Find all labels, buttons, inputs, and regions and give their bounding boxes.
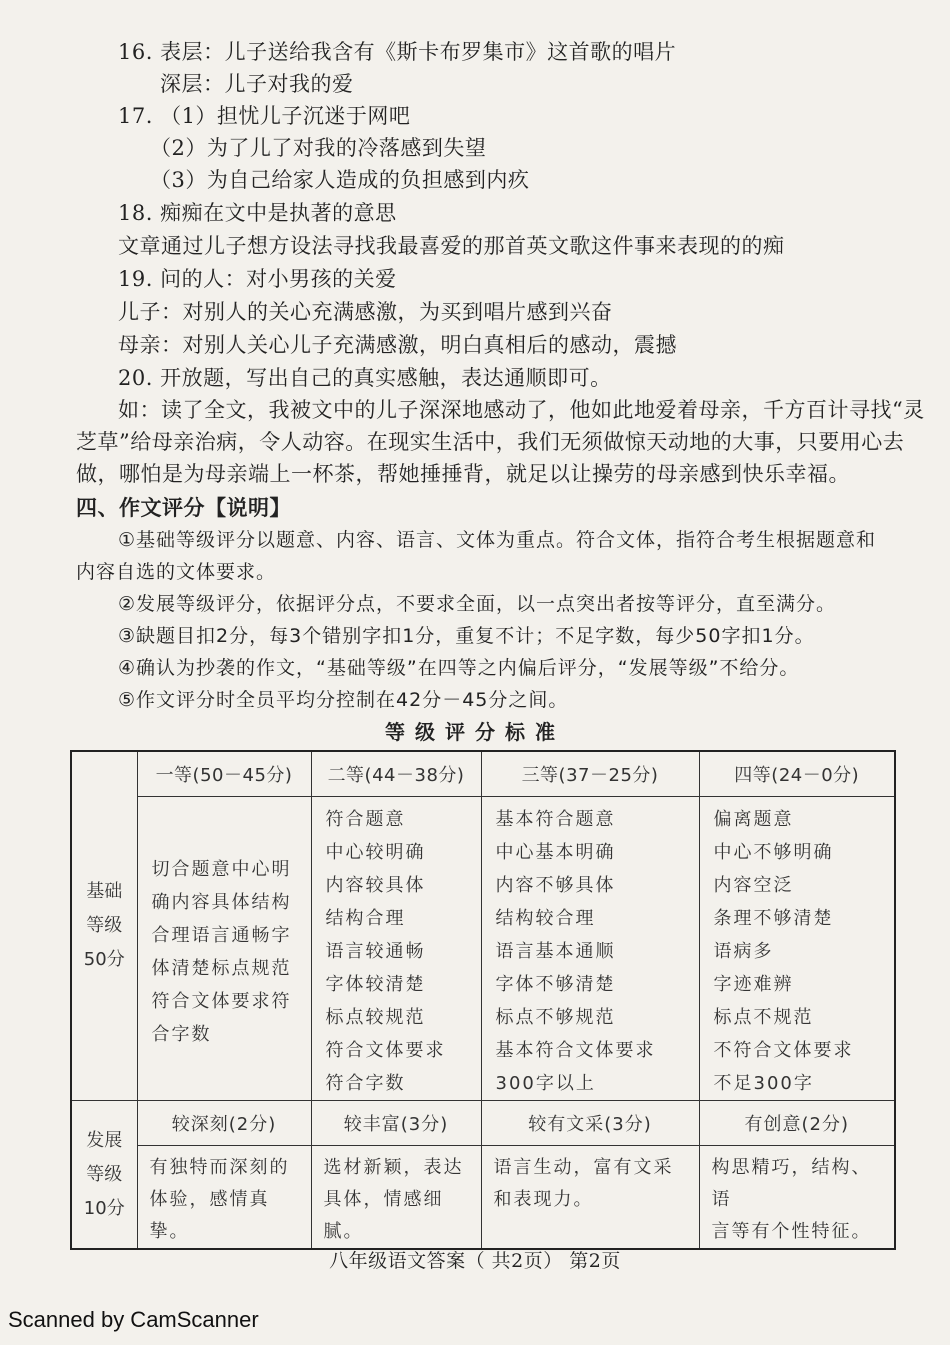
criteria-line: 偏离题意 (713, 809, 794, 830)
dev-desc-line: 语言生动，富有文采 (493, 1157, 674, 1178)
rule-1: ①基础等级评分以题意、内容、语言、文体为重点。符合文体，指符合考生根据题意和 (118, 529, 877, 551)
criteria-line: 语言基本通顺 (495, 941, 616, 962)
answer-line: 文章通过儿子想方设法寻找我最喜爱的那首英文歌这件事来表现的的痴 (118, 234, 785, 258)
dev-label-line: 发展 (86, 1129, 123, 1151)
criteria-line: 内容空泛 (713, 875, 794, 896)
dev-desc-3 (481, 1146, 699, 1250)
criteria-line: 中心基本明确 (495, 842, 616, 863)
dev-header-3: 较有文采(3分) (481, 1101, 699, 1146)
dev-desc-line: 体验，感情真挚。 (149, 1189, 270, 1242)
dev-desc-line: 有独特而深刻的 (149, 1157, 290, 1178)
criteria-line: 字体不够清楚 (495, 974, 616, 995)
grade-header-3: 三等(37－25分) (481, 751, 699, 797)
criteria-line: 字迹难辨 (713, 974, 794, 995)
answer-line: 母亲：对别人关心儿子充满感激，明白真相后的感动，震撼 (118, 333, 677, 357)
rule-4: ④确认为抄袭的作文，“基础等级”在四等之内偏后评分，“发展等级”不给分。 (118, 657, 800, 679)
criteria-line: 不符合文体要求 (713, 1040, 854, 1061)
grading-table (70, 750, 896, 1250)
criteria-line: 结构较合理 (495, 908, 596, 929)
answer-line: 深层：儿子对我的爱 (160, 72, 354, 96)
answer-line: （3）为自己给家人造成的负担感到内疚 (150, 168, 530, 192)
grade-header-4: 四等(24－0分) (699, 751, 895, 797)
criteria-line: 符合文体要求 (325, 1040, 446, 1061)
table-title: 等级评分标准 (385, 720, 565, 744)
criteria-line: 符合题意 (325, 809, 406, 830)
answer-line: 16. 表层：儿子送给我含有《斯卡布罗集市》这首歌的唱片 (118, 40, 677, 64)
rule-5: ⑤作文评分时全员平均分控制在42分－45分之间。 (118, 689, 569, 711)
grade-header-1: 一等(50－45分) (137, 751, 311, 797)
dev-desc-line: 言等有个性特征。 (711, 1221, 872, 1242)
dev-grade-label (71, 1101, 137, 1250)
criteria-line: 标点较规范 (325, 1007, 426, 1028)
basic-grade-label (71, 751, 137, 1101)
basic-col-4 (699, 797, 895, 1101)
criteria-line: 条理不够清楚 (713, 908, 834, 929)
dev-desc-2 (311, 1146, 481, 1250)
grade-header-2: 二等(44－38分) (311, 751, 481, 797)
rule-1-cont: 内容自选的文体要求。 (76, 561, 277, 583)
criteria-line: 内容较具体 (325, 875, 426, 896)
criteria-line: 标点不规范 (713, 1007, 814, 1028)
dev-desc-line: 和表现力。 (493, 1189, 594, 1210)
criteria-line: 300字以上 (495, 1073, 596, 1094)
basic-label-line: 50分 (83, 949, 125, 970)
criteria-line: 字体较清楚 (325, 974, 426, 995)
page-footer: 八年级语文答案（ 共2页） 第2页 (329, 1250, 621, 1272)
answer-line: 如：读了全文，我被文中的儿子深深地感动了，他如此地爱着母亲，千方百计寻找“灵 (118, 398, 925, 422)
basic-label-line: 等级 (86, 915, 123, 936)
dev-desc-1 (137, 1146, 311, 1250)
answer-line: 芝草”给母亲治病，令人动容。在现实生活中，我们无须做惊天动地的大事，只要用心去 (76, 430, 905, 454)
criteria-line: 标点不够规范 (495, 1007, 616, 1028)
criteria-line: 基本符合文体要求 (495, 1040, 656, 1061)
basic-col-3 (481, 797, 699, 1101)
criteria-line: 体清楚标点规范 (151, 957, 292, 979)
answer-line: 19. 问的人：对小男孩的关爱 (118, 267, 397, 291)
dev-header-1: 较深刻(2分) (137, 1101, 311, 1146)
dev-desc-line: 具体，情感细腻。 (323, 1189, 444, 1242)
basic-label-line: 基础 (86, 881, 123, 902)
dev-desc-4 (699, 1146, 895, 1250)
answer-line: 17. （1）担忧儿子沉迷于网吧 (118, 104, 411, 128)
scanner-watermark: Scanned by CamScanner (8, 1307, 259, 1332)
criteria-line: 合字数 (151, 1023, 212, 1045)
criteria-line: 切合题意中心明 (151, 858, 292, 880)
basic-col-1 (137, 797, 311, 1101)
criteria-line: 合理语言通畅字 (151, 924, 292, 946)
criteria-line: 符合字数 (325, 1073, 406, 1094)
dev-desc-line: 选材新颖，表达 (323, 1157, 464, 1178)
criteria-line: 中心较明确 (325, 842, 426, 863)
criteria-line: 语病多 (713, 941, 774, 962)
answer-line: 做，哪怕是为母亲端上一杯茶，帮她捶捶背，就足以让操劳的母亲感到快乐幸福。 (76, 462, 850, 486)
dev-desc-line: 构思精巧，结构、语 (711, 1157, 872, 1210)
section-title: 四、作文评分【说明】 (76, 495, 291, 520)
basic-col-2 (311, 797, 481, 1101)
criteria-line: 符合文体要求符 (151, 990, 292, 1012)
rule-3: ③缺题目扣2分，每3个错别字扣1分，重复不计；不足字数，每少50字扣1分。 (118, 625, 815, 647)
rule-2: ②发展等级评分，依据评分点，不要求全面，以一点突出者按等评分，直至满分。 (118, 593, 837, 615)
dev-header-2: 较丰富(3分) (311, 1101, 481, 1146)
answer-line: 20. 开放题，写出自己的真实感触，表达通顺即可。 (118, 366, 612, 390)
criteria-line: 基本符合题意 (495, 809, 616, 830)
dev-label-line: 10分 (83, 1197, 125, 1219)
criteria-line: 内容不够具体 (495, 875, 616, 896)
answer-line: （2）为了儿了对我的冷落感到失望 (150, 136, 487, 160)
criteria-line: 结构合理 (325, 908, 406, 929)
criteria-line: 确内容具体结构 (151, 891, 292, 913)
criteria-line: 语言较通畅 (325, 941, 426, 962)
dev-label-line: 等级 (86, 1163, 123, 1185)
criteria-line: 不足300字 (713, 1073, 814, 1094)
answer-line: 儿子：对别人的关心充满感激，为买到唱片感到兴奋 (118, 300, 613, 324)
answer-line: 18. 痴痴在文中是执著的意思 (118, 201, 397, 225)
dev-header-4: 有创意(2分) (699, 1101, 895, 1146)
criteria-line: 中心不够明确 (713, 842, 834, 863)
